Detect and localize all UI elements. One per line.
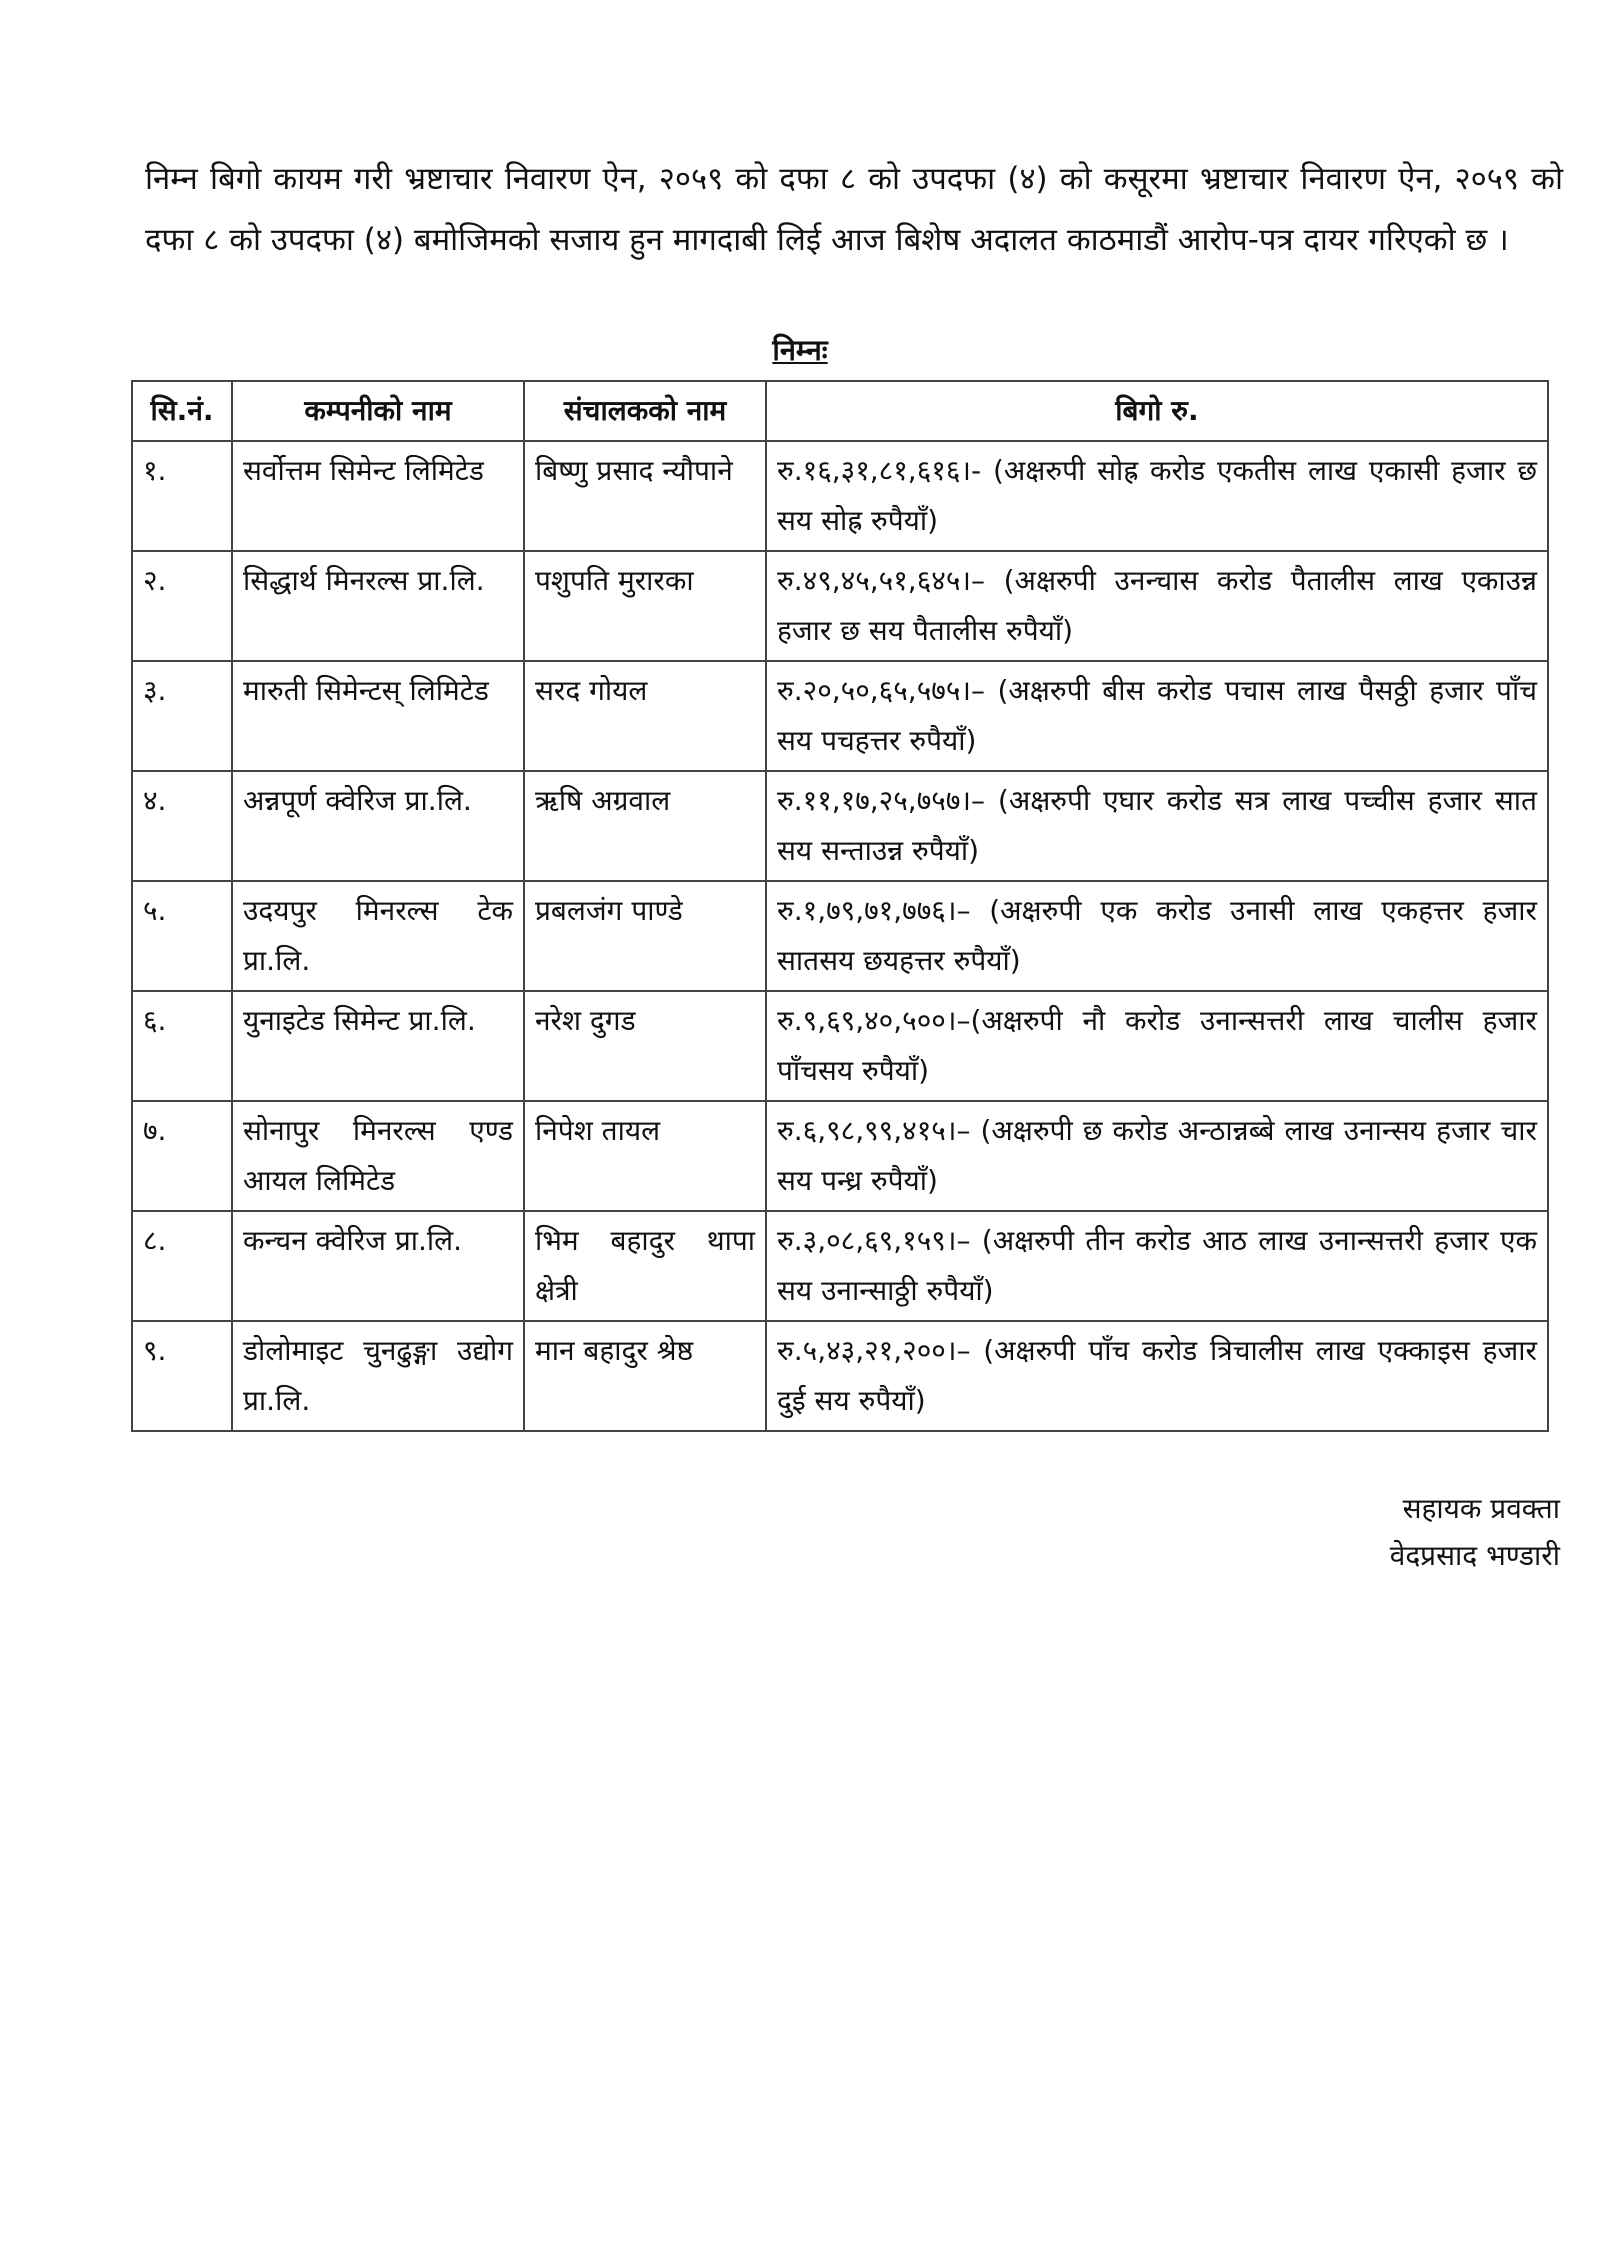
- table-row: [132, 881, 1548, 991]
- director-cell: नरेश दुगड: [524, 991, 766, 1101]
- serial-cell: ६.: [132, 991, 232, 1101]
- director-cell: बिष्णु प्रसाद न्यौपाने: [524, 441, 766, 551]
- company-cell: कन्चन क्वेरिज प्रा.लि.: [232, 1211, 524, 1321]
- director-cell: सरद गोयल: [524, 661, 766, 771]
- header-serial: सि.नं.: [132, 381, 232, 441]
- serial-cell: ९.: [132, 1321, 232, 1431]
- signature-title: सहायक प्रवक्ता: [1402, 1492, 1560, 1525]
- director-cell: ऋषि अग्रवाल: [524, 771, 766, 881]
- serial-cell: ५.: [132, 881, 232, 991]
- table-row: [132, 991, 1548, 1101]
- amount-cell: रु.९,६९,४०,५००।–(अक्षरुपी नौ करोड उनान्सत्तरी लाख चालीस हजार पाँचसय रुपैयाँ): [766, 991, 1548, 1101]
- company-cell: डोलोमाइट चुनढुङ्गा उद्योग प्रा.लि.: [232, 1321, 524, 1431]
- serial-cell: ८.: [132, 1211, 232, 1321]
- amount-cell: रु.५,४३,२१,२००।– (अक्षरुपी पाँच करोड त्रिचालीस लाख एक्काइस हजार दुई सय रुपैयाँ): [766, 1321, 1548, 1431]
- table-header-row: [132, 381, 1548, 441]
- company-cell: मारुती सिमेन्टस् लिमिटेड: [232, 661, 524, 771]
- company-cell: सिद्धार्थ मिनरल्स प्रा.लि.: [232, 551, 524, 661]
- header-company: कम्पनीको नाम: [232, 381, 524, 441]
- serial-cell: ७.: [132, 1101, 232, 1211]
- amount-cell: रु.६,९८,९९,४१५।– (अक्षरुपी छ करोड अन्ठान्नब्बे लाख उनान्सय हजार चार सय पन्ध्र रुपैयाँ): [766, 1101, 1548, 1211]
- director-cell: प्रबलजंग पाण्डे: [524, 881, 766, 991]
- director-cell: भिम बहादुर थापा क्षेत्री: [524, 1211, 766, 1321]
- signature-name: वेदप्रसाद भण्डारी: [1389, 1539, 1560, 1572]
- signature-block: [1390, 1485, 1560, 1579]
- company-cell: सर्वोत्तम सिमेन्ट लिमिटेड: [232, 441, 524, 551]
- company-cell: सोनापुर मिनरल्स एण्ड आयल लिमिटेड: [232, 1101, 524, 1211]
- table-title: [0, 330, 1600, 369]
- table-row: [132, 441, 1548, 551]
- serial-cell: ३.: [132, 661, 232, 771]
- director-cell: मान बहादुर श्रेष्ठ: [524, 1321, 766, 1431]
- header-amount: बिगो रु.: [766, 381, 1548, 441]
- table-title-text: निम्नः: [772, 333, 828, 367]
- table-row: [132, 1101, 1548, 1211]
- director-cell: निपेश तायल: [524, 1101, 766, 1211]
- serial-cell: २.: [132, 551, 232, 661]
- company-cell: अन्नपूर्ण क्वेरिज प्रा.लि.: [232, 771, 524, 881]
- amount-cell: रु.११,१७,२५,७५७।– (अक्षरुपी एघार करोड सत्र लाख पच्चीस हजार सात सय सन्ताउन्न रुपैयाँ): [766, 771, 1548, 881]
- serial-cell: १.: [132, 441, 232, 551]
- amount-cell: रु.१६,३१,८१,६१६।- (अक्षरुपी सोह्र करोड एकतीस लाख एकासी हजार छ सय सोह्र रुपैयाँ): [766, 441, 1548, 551]
- amount-cell: रु.३,०८,६९,१५९।– (अक्षरुपी तीन करोड आठ लाख उनान्सत्तरी हजार एक सय उनान्साठ्ठी रुपैयाँ): [766, 1211, 1548, 1321]
- amount-cell: रु.४९,४५,५१,६४५।– (अक्षरुपी उनन्चास करोड पैतालीस लाख एकाउन्न हजार छ सय पैतालीस रुपैयाँ): [766, 551, 1548, 661]
- intro-paragraph: निम्न बिगो कायम गरी भ्रष्टाचार निवारण ऐन, २०५९ को दफा ८ को उपदफा (४) को कसूरमा भ्रष्टाचार निवारण ऐन, २०५९ को दफा ८ को उपदफा (४) बमोजिमको सजाय हुन मागदाबी लिई आज बिशेष अदालत काठमाडौं आरोप-पत्र दायर गरिएको छ ।: [145, 161, 1563, 258]
- amount-cell: रु.१,७९,७१,७७६।– (अक्षरुपी एक करोड उनासी लाख एकहत्तर हजार सातसय छयहत्तर रुपैयाँ): [766, 881, 1548, 991]
- table-row: [132, 771, 1548, 881]
- company-cell: उदयपुर मिनरल्स टेक प्रा.लि.: [232, 881, 524, 991]
- table-row: [132, 551, 1548, 661]
- amount-cell: रु.२०,५०,६५,५७५।– (अक्षरुपी बीस करोड पचास लाख पैसठ्ठी हजार पाँच सय पचहत्तर रुपैयाँ): [766, 661, 1548, 771]
- table-row: [132, 661, 1548, 771]
- table-row: [132, 1321, 1548, 1431]
- defendants-table: [131, 380, 1549, 1432]
- header-director: संचालकको नाम: [524, 381, 766, 441]
- director-cell: पशुपति मुरारका: [524, 551, 766, 661]
- table-row: [132, 1211, 1548, 1321]
- company-cell: युनाइटेड सिमेन्ट प्रा.लि.: [232, 991, 524, 1101]
- serial-cell: ४.: [132, 771, 232, 881]
